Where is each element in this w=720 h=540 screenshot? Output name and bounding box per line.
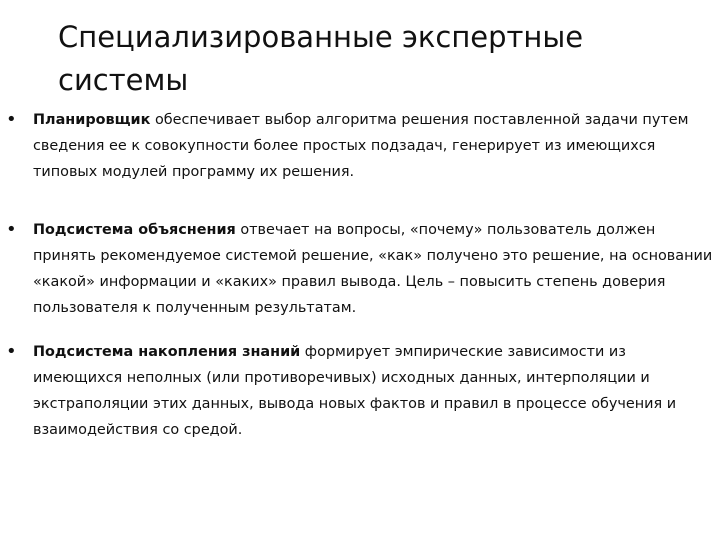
bullet-text bbox=[33, 107, 713, 185]
bullet-term: Планировщик bbox=[33, 112, 151, 128]
bullet-marker: • bbox=[6, 219, 17, 240]
slide-title: Специализированные экспертные системы bbox=[58, 20, 584, 97]
bullet-term: Подсистема объяснения bbox=[33, 222, 236, 238]
bullet-marker: • bbox=[6, 109, 17, 130]
bullet-marker: • bbox=[6, 341, 17, 362]
bullet-description: обеспечивает выбор алгоритма решения поставленной задачи путем сведения ее к совокупности более простых подзадач, генерирует из имеющихся типовых модулей программу их решения. bbox=[33, 112, 689, 180]
bullet-text bbox=[33, 217, 713, 321]
bullet-description: отвечает на вопросы, «почему» пользователь должен принять рекомендуемое системой решение, «как» получено это решение, на основании «какой» информации и «каких» правил вывода. Цель – повысить степень доверия пользователя к полученным результатам. bbox=[33, 222, 713, 316]
bullet-term: Подсистема накопления знаний bbox=[33, 344, 301, 360]
bullet-text bbox=[33, 339, 713, 443]
bullet-description: формирует эмпирические зависимости из имеющихся неполных (или противоречивых) исходных данных, интерполяции и экстраполяции этих данных, вывода новых фактов и правил в процессе обучения и взаимодействия со средой. bbox=[33, 344, 677, 438]
